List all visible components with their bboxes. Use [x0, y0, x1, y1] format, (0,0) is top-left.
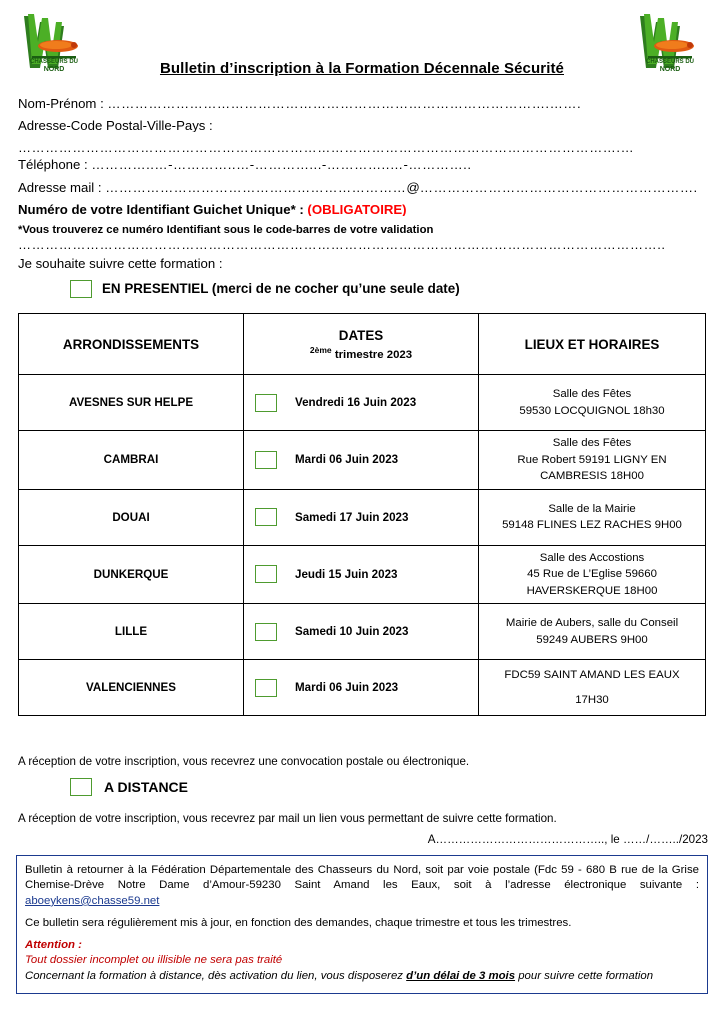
header-lieux-horaires: LIEUX ET HORAIRES [479, 314, 706, 375]
adresse-mail-input-domain[interactable]: ……………………………………………………. [419, 180, 698, 194]
lieu-line: Salle des Fêtes [552, 387, 632, 400]
table-row [19, 660, 706, 716]
reception-distance-note: A réception de votre inscription, vous recevrez par mail un lien vous permettant de suivre cette formation. [18, 812, 557, 825]
cell-lieu [479, 375, 706, 431]
cell-date [244, 545, 479, 604]
lieu-line: Salle de la Mairie [548, 502, 636, 515]
guichet-unique-label: Numéro de votre Identifiant Guichet Unique* : [18, 202, 308, 217]
date-label: Mardi 06 Juin 2023 [295, 453, 399, 467]
date-checkbox[interactable] [255, 508, 277, 526]
page-title [0, 60, 724, 77]
header-dates-trimestre: trimestre 2023 [331, 348, 413, 361]
cell-date [244, 660, 479, 716]
header-arrondissements: ARRONDISSEMENTS [19, 314, 244, 375]
table-row [19, 431, 706, 490]
at-symbol: @ [406, 180, 420, 194]
table-row [19, 545, 706, 604]
distance-option[interactable] [70, 778, 670, 796]
svg-text:NORD: NORD [43, 66, 65, 73]
guichet-unique-input[interactable]: …………………………………………………………………………………………………………………………….. [18, 238, 666, 252]
header-dates-title: DATES [338, 327, 384, 343]
date-label: Samedi 17 Juin 2023 [295, 510, 409, 524]
attention-heading: Attention : [25, 938, 82, 951]
field-guichet-unique [18, 203, 708, 216]
lieu-line: 59530 LOCQUIGNOL 18h30 [519, 404, 665, 417]
cell-arrondissement: AVESNES SUR HELPE [19, 375, 244, 431]
date-checkbox[interactable] [255, 565, 277, 583]
cell-lieu [479, 489, 706, 545]
lieu-line: 17H30 [575, 693, 609, 706]
date-checkbox[interactable] [255, 394, 277, 412]
lieu-line: HAVERSKERQUE 18H00 [526, 584, 658, 597]
header-dates [244, 314, 479, 375]
svg-text:CHASSEURS DU: CHASSEURS DU [29, 59, 79, 65]
adresse-mail-input-local[interactable]: ………………………………………………………… [105, 180, 407, 194]
footer-return-instructions [25, 863, 699, 909]
cell-arrondissement: VALENCIENNES [19, 660, 244, 716]
date-label: Vendredi 16 Juin 2023 [295, 396, 417, 409]
distance-checkbox[interactable] [70, 778, 92, 796]
date-label: Mardi 06 Juin 2023 [295, 681, 399, 695]
attention-note-2 [25, 969, 699, 984]
telephone-input[interactable]: …………..…-…………..…-…………...-…………..…-………….. [91, 158, 472, 172]
attention-note-2-emphasis: d’un délai de 3 mois [406, 970, 516, 983]
table-header-row [19, 314, 706, 375]
nom-prenom-input[interactable]: …………………………………………………………………………………….……. [107, 97, 582, 111]
lieu-line: Salle des Fêtes [552, 437, 632, 449]
lieu-line: Salle des Accostions [539, 551, 645, 564]
cell-date [244, 431, 479, 490]
date-checkbox[interactable] [255, 679, 277, 697]
contact-email-link[interactable]: aboeykens@chasse59.net [25, 894, 160, 907]
telephone-label: Téléphone : [18, 158, 92, 172]
attention-note-1: Tout dossier incomplet ou illisible ne sera pas traité [25, 953, 283, 966]
page-title-text: Bulletin d’inscription à la Formation Décennale Sécurité [159, 60, 564, 77]
reception-presentiel-note: A réception de votre inscription, vous recevrez une convocation postale ou électronique. [18, 755, 470, 768]
footer-info-box [16, 855, 708, 994]
lieu-line: Rue Robert 59191 LIGNY EN [517, 453, 667, 466]
lieu-line: 59148 FLINES LEZ RACHES 9H00 [502, 519, 682, 532]
adresse-mail-label: Adresse mail : [18, 180, 102, 194]
date-checkbox[interactable] [255, 623, 277, 641]
sessions-table [18, 313, 706, 716]
form-fields [18, 97, 708, 298]
svg-text:NORD: NORD [659, 66, 681, 73]
adresse-input[interactable]: …………………………………………………………………………………………………………………….… [18, 141, 635, 155]
date-label: Samedi 10 Juin 2023 [295, 625, 409, 639]
adresse-label: Adresse-Code Postal-Ville-Pays : [18, 119, 213, 133]
field-telephone [18, 158, 708, 171]
field-adresse-label [18, 119, 708, 132]
lieu-line: Mairie de Aubers, salle du Conseil [505, 617, 679, 630]
table-row [19, 604, 706, 660]
cell-lieu [479, 604, 706, 660]
table-row [19, 375, 706, 431]
cell-lieu [479, 660, 706, 716]
guichet-unique-note: *Vous trouverez ce numéro Identifiant sous le code-barres de votre validation [18, 224, 434, 237]
field-nom-prenom [18, 97, 708, 110]
lieu-line: 59249 AUBERS 9H00 [536, 633, 648, 646]
header-dates-sub [247, 345, 475, 361]
cell-arrondissement: LILLE [19, 604, 244, 660]
presentiel-checkbox[interactable] [70, 280, 92, 298]
distance-label: A DISTANCE [104, 779, 188, 795]
date-label: Jeudi 15 Juin 2023 [295, 567, 398, 581]
cell-arrondissement: DOUAI [19, 489, 244, 545]
cell-arrondissement: DUNKERQUE [19, 545, 244, 604]
cell-date [244, 375, 479, 431]
date-checkbox[interactable] [255, 451, 277, 469]
cell-lieu [479, 431, 706, 490]
field-adresse-mail [18, 181, 708, 194]
footer-update-note: Ce bulletin sera régulièrement mis à jour, en fonction des demandes, chaque trimestre et tous les trimestres. [25, 917, 572, 930]
lieu-line: 45 Rue de L’Eglise 59660 [527, 568, 657, 581]
presentiel-option[interactable] [70, 280, 708, 298]
footer-return-text: Bulletin à retourner à la Fédération Départementale des Chasseurs du Nord, soit par voie postale (Fdc 59 - 680 B rue de la Grise Chemise-Drève Notre Dame d’Amour-59230 Saint Amand les Eaux, soit à l’adresse électronique suivante : [25, 864, 699, 892]
attention-note-2-b: pour suivre cette formation [515, 970, 654, 983]
cell-date [244, 604, 479, 660]
nom-prenom-label: Nom-Prénom : [18, 97, 108, 111]
cell-arrondissement: CAMBRAI [19, 431, 244, 490]
obligatoire-badge: (OBLIGATOIRE) [307, 202, 407, 217]
attention-note-2-a: Concernant la formation à distance, dès activation du lien, vous disposerez [25, 970, 407, 983]
presentiel-label: EN PRESENTIEL (merci de ne cocher qu’une seule date) [102, 280, 460, 296]
lieu-line: FDC59 SAINT AMAND LES EAUX [504, 669, 680, 682]
lieu-line: CAMBRESIS 18H00 [540, 470, 644, 483]
formation-choice-label: Je souhaite suivre cette formation : [18, 256, 223, 272]
header-dates-sup: 2ème [309, 344, 332, 355]
signature-line[interactable]: A…………………………………….., le ……/……../2023 [427, 833, 708, 846]
cell-lieu [479, 545, 706, 604]
cell-date [244, 489, 479, 545]
svg-text:CHASSEURS DU: CHASSEURS DU [645, 59, 695, 65]
table-row [19, 489, 706, 545]
